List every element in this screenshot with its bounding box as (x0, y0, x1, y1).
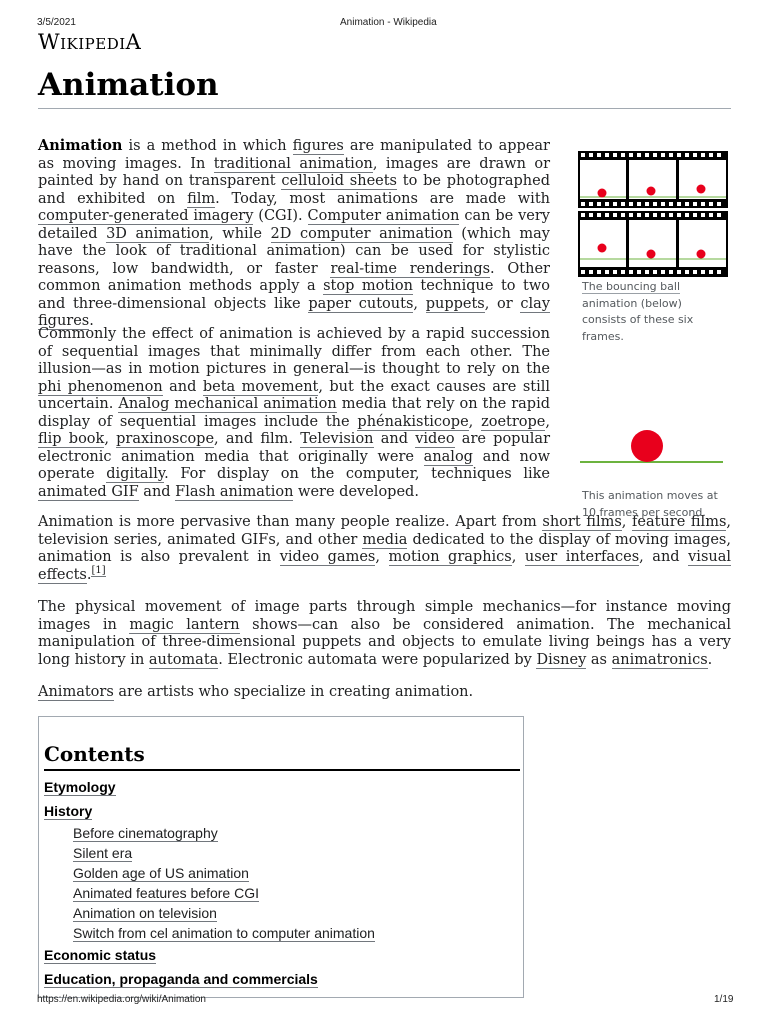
link-paper-cutouts[interactable]: paper cutouts (308, 295, 414, 312)
toc-item-golden-age (44, 863, 375, 883)
link-animators[interactable]: Animators (38, 684, 114, 700)
link-clay-figures[interactable]: clay figures (38, 295, 551, 329)
link-short-films[interactable]: short films (542, 514, 622, 530)
toc-title: Contents (44, 742, 145, 766)
link-flip-book[interactable]: flip book (38, 431, 105, 447)
toc-item-etymology (44, 775, 375, 799)
toc-link-before-cinematography[interactable]: Before cinematography (73, 825, 218, 841)
print-page-number: 1/19 (714, 994, 734, 1005)
toc-item-switch-to-computer (44, 923, 375, 943)
filmstrip-top-row (578, 151, 728, 208)
link-digitally[interactable]: digitally (106, 466, 165, 482)
paragraph-animators: Animators are artists who specialize in creating animation. (38, 684, 474, 700)
toc-list (44, 775, 375, 991)
page-title: Animation (38, 67, 219, 103)
link-3d-animation[interactable]: 3D animation (106, 225, 210, 242)
link-stop-motion[interactable]: stop motion (323, 278, 413, 294)
link-analog[interactable]: analog (423, 448, 473, 465)
link-user-interfaces[interactable]: user interfaces (524, 549, 640, 565)
reference-1[interactable]: [1] (91, 564, 106, 576)
link-flash-animation[interactable]: Flash animation (175, 483, 294, 500)
paragraph-illusion: Commonly the effect of animation is achieved by a rapid succession of sequential images that minimally differ from each other. The illusion—as in motion pictures in general—is thought to rely on the phi phenomenon and beta movement, but the exact causes are still uncertain. Analog mechanical animation media that rely on the rapid display of sequential images include the phénakisticope, zoetrope, flip book, praxinoscope, and film. Television and video are popular electronic animation media that originally were analog and now operate digitally. For display on the computer, techniques like animated GIF and Flash animation were developed. (38, 326, 551, 500)
link-phenakisticope[interactable]: phénakisticope (357, 413, 469, 430)
toc-link-history[interactable]: History (44, 803, 93, 819)
link-visual-effects[interactable]: visual effects (38, 549, 732, 583)
link-media[interactable]: media (362, 531, 408, 548)
bouncing-ball-animation-image[interactable] (580, 425, 723, 469)
toc-item-history (44, 799, 375, 823)
paragraph-pervasive: Animation is more pervasive than many people realize. Apart from short films, feature films, television series, animated GIFs, and other media dedicated to the display of moving images, animation is also prevalent in video games, motion graphics, user interfaces, and visual effects.[1] (38, 514, 732, 583)
table-of-contents (38, 716, 524, 998)
print-url: https://en.wikipedia.org/wiki/Animation (37, 994, 206, 1005)
toc-item-education (44, 967, 375, 991)
link-real-time-renderings[interactable]: real-time renderings (330, 260, 491, 277)
paragraph-intro: Animation is a method in which figures are manipulated to appear as moving images. In traditional animation, images are drawn or painted by hand on transparent celluloid sheets to be photographed and exhibited on film. Today, most animations are made with computer-generated imagery (CGI). Computer animation can be very detailed 3D animation, while 2D computer animation (which may have the look of traditional animation) can be used for stylistic reasons, low bandwidth, or faster real-time renderings. Other common animation methods apply a stop motion technique to two and three-dimensional objects like paper cutouts, puppets, or clay figures. (38, 137, 551, 329)
link-phi-phenomenon[interactable]: phi phenomenon (38, 378, 163, 395)
red-ball (631, 430, 663, 462)
figure-caption-animation: This animation moves at 10 frames per second. (582, 489, 718, 519)
link-motion-graphics[interactable]: motion graphics (388, 549, 512, 565)
toc-link-economic-status[interactable]: Economic status (44, 947, 157, 963)
print-date: 3/5/2021 (37, 17, 76, 28)
link-analog-mechanical-animation[interactable]: Analog mechanical animation (118, 396, 337, 412)
toc-link-etymology[interactable]: Etymology (44, 779, 116, 795)
link-traditional-animation[interactable]: traditional animation (213, 155, 373, 172)
toc-link-education[interactable]: Education, propaganda and commercials (44, 971, 318, 987)
link-computer-animation[interactable]: Computer animation (307, 208, 460, 224)
link-beta-movement[interactable]: beta movement (202, 378, 319, 395)
filmstrip-bottom-row (578, 211, 728, 277)
link-television[interactable]: Television (300, 431, 374, 447)
link-magic-lantern[interactable]: magic lantern (129, 616, 240, 633)
toc-item-silent-era (44, 843, 375, 863)
toc-item-animation-on-television (44, 903, 375, 923)
bouncing-ball-frames-image[interactable] (578, 151, 728, 277)
link-film[interactable]: film (187, 190, 216, 207)
link-automata[interactable]: automata (148, 651, 219, 668)
title-divider (38, 108, 731, 109)
toc-link-animated-features[interactable]: Animated features before CGI (73, 885, 259, 901)
link-video-games[interactable]: video games (279, 549, 376, 565)
toc-link-golden-age[interactable]: Golden age of US animation (73, 865, 249, 881)
toc-item-economic-status (44, 943, 375, 967)
toc-link-animation-on-television[interactable]: Animation on television (73, 905, 217, 921)
link-feature-films[interactable]: feature films (632, 514, 727, 530)
link-disney[interactable]: Disney (536, 651, 587, 668)
paragraph-mechanical: The physical movement of image parts through simple mechanics—for instance moving images in magic lantern shows—can also be considered animation. The mechanical manipulation of three-dimensional puppets and objects to emulate living beings has a very long history in automata. Electronic automata were popularized by Disney as animatronics. (38, 599, 732, 668)
link-puppets[interactable]: puppets (425, 295, 485, 312)
toc-link-silent-era[interactable]: Silent era (73, 845, 133, 861)
wikipedia-logo[interactable]: WIKIPEDIA (38, 30, 142, 54)
toc-link-switch-to-computer[interactable]: Switch from cel animation to computer animation (73, 925, 375, 941)
toc-divider (44, 769, 520, 771)
link-bouncing-ball[interactable]: The bouncing ball (582, 280, 681, 293)
toc-item-animated-features (44, 883, 375, 903)
figure-caption-frames: The bouncing ball animation (below) consists of these six frames. (582, 280, 694, 343)
print-page-title: Animation - Wikipedia (340, 17, 437, 28)
toc-item-before-cinematography (44, 823, 375, 843)
link-animated-gif[interactable]: animated GIF (38, 483, 139, 500)
link-celluloid-sheets[interactable]: celluloid sheets (281, 173, 397, 189)
link-zoetrope[interactable]: zoetrope (481, 413, 546, 430)
link-animatronics[interactable]: animatronics (611, 651, 708, 668)
link-cgi[interactable]: computer-generated imagery (38, 208, 254, 224)
link-video[interactable]: video (415, 431, 455, 447)
link-praxinoscope[interactable]: praxinoscope (116, 431, 215, 447)
link-2d-computer-animation[interactable]: 2D computer animation (270, 225, 453, 242)
link-figures[interactable]: figures (292, 138, 344, 154)
